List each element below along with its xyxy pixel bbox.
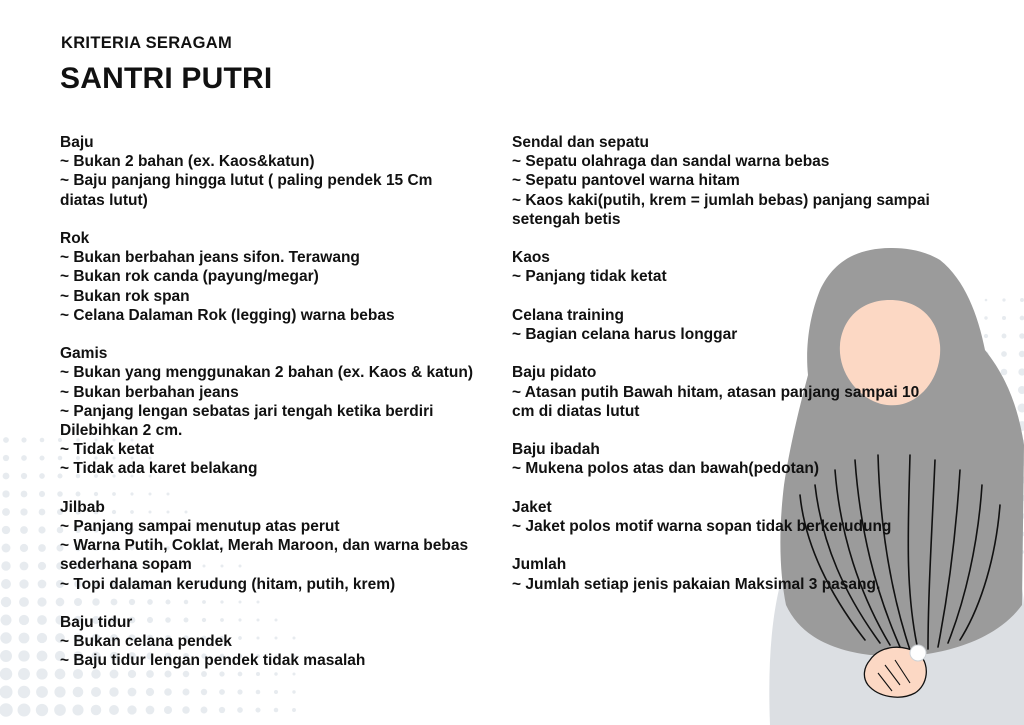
criteria-item: ~ Bukan rok span xyxy=(60,287,190,305)
section-heading: Rok xyxy=(60,230,90,247)
left-column xyxy=(60,133,478,690)
criteria-item: ~ Jumlah setiap jenis pakaian Maksimal 3 pasang. xyxy=(512,575,881,593)
section-sendal-dan-sepatu xyxy=(512,133,937,229)
section-heading: Jilbab xyxy=(60,498,105,516)
criteria-item: ~ Panjang sampai menutup atas perut xyxy=(60,518,340,536)
criteria-item: ~ Warna Putih, Coklat, Merah Maroon, dan warna bebas sederhana sopam xyxy=(60,537,469,574)
section-heading: Baju xyxy=(60,134,94,151)
criteria-item: ~ Sepatu olahraga dan sandal warna bebas xyxy=(512,153,830,171)
criteria-item: ~ Topi dalaman kerudung (hitam, putih, krem) xyxy=(60,575,396,593)
section-baju-ibadah xyxy=(512,440,937,478)
section-baju-pidato xyxy=(512,363,937,421)
criteria-item: ~ Sepatu pantovel warna hitam xyxy=(512,172,740,190)
section-celana-training xyxy=(512,306,937,344)
criteria-item: ~ Bukan berbahan jeans sifon. Terawang xyxy=(60,249,360,267)
criteria-item: ~ Bukan yang menggunakan 2 bahan (ex. Kaos & katun) xyxy=(60,364,473,382)
criteria-item: ~ Baju panjang hingga lutut ( paling pendek 15 Cm diatas lutut) xyxy=(60,172,433,209)
section-rok xyxy=(60,229,478,325)
section-heading: Baju pidato xyxy=(512,364,597,382)
criteria-item: ~ Bukan 2 bahan (ex. Kaos&katun) xyxy=(60,153,315,171)
criteria-item: ~ Bagian celana harus longgar xyxy=(512,326,738,343)
section-heading: Gamis xyxy=(60,345,108,363)
section-baju xyxy=(60,133,478,210)
header-kicker: KRITERIA SERAGAM xyxy=(61,34,233,52)
criteria-item: ~ Tidak ada karet belakang xyxy=(60,460,258,478)
criteria-item: ~ Kaos kaki(putih, krem = jumlah bebas) panjang sampai setengah betis xyxy=(512,191,930,228)
section-jumlah xyxy=(512,555,937,593)
criteria-item: ~ Tidak ketat xyxy=(60,441,155,459)
section-heading: Baju ibadah xyxy=(512,441,600,459)
criteria-item: ~ Panjang lengan sebatas jari tengah ketika berdiri Dilebihkan 2 cm. xyxy=(60,402,434,440)
right-column xyxy=(512,133,937,613)
criteria-item: ~ Bukan berbahan jeans xyxy=(60,383,239,401)
section-jaket xyxy=(512,498,937,536)
criteria-item: ~ Jaket polos motif warna sopan tidak berkerudung xyxy=(512,517,892,535)
section-heading: Kaos xyxy=(512,249,550,267)
page-title: SANTRI PUTRI xyxy=(60,62,273,95)
criteria-item: ~ Panjang tidak ketat xyxy=(512,268,667,286)
criteria-item: ~ Mukena polos atas dan bawah(pedotan) xyxy=(512,460,820,478)
section-heading: Baju tidur xyxy=(60,614,133,632)
criteria-item: ~ Celana Dalaman Rok (legging) warna bebas xyxy=(60,306,395,324)
section-kaos xyxy=(512,248,937,286)
section-gamis xyxy=(60,344,478,478)
section-heading: Celana training xyxy=(512,306,624,324)
section-heading: Sendal dan sepatu xyxy=(512,134,649,151)
section-heading: Jaket xyxy=(512,498,552,516)
criteria-item: ~ Atasan putih Bawah hitam, atasan panjang sampai 10 cm di diatas lutut xyxy=(512,383,920,420)
section-baju-tidur xyxy=(60,613,478,671)
section-heading: Jumlah xyxy=(512,556,567,574)
criteria-item: ~ Bukan rok canda (payung/megar) xyxy=(60,268,319,286)
section-jilbab xyxy=(60,498,478,594)
criteria-item: ~ Bukan celana pendek xyxy=(60,633,232,651)
criteria-item: ~ Baju tidur lengan pendek tidak masalah xyxy=(60,652,366,670)
